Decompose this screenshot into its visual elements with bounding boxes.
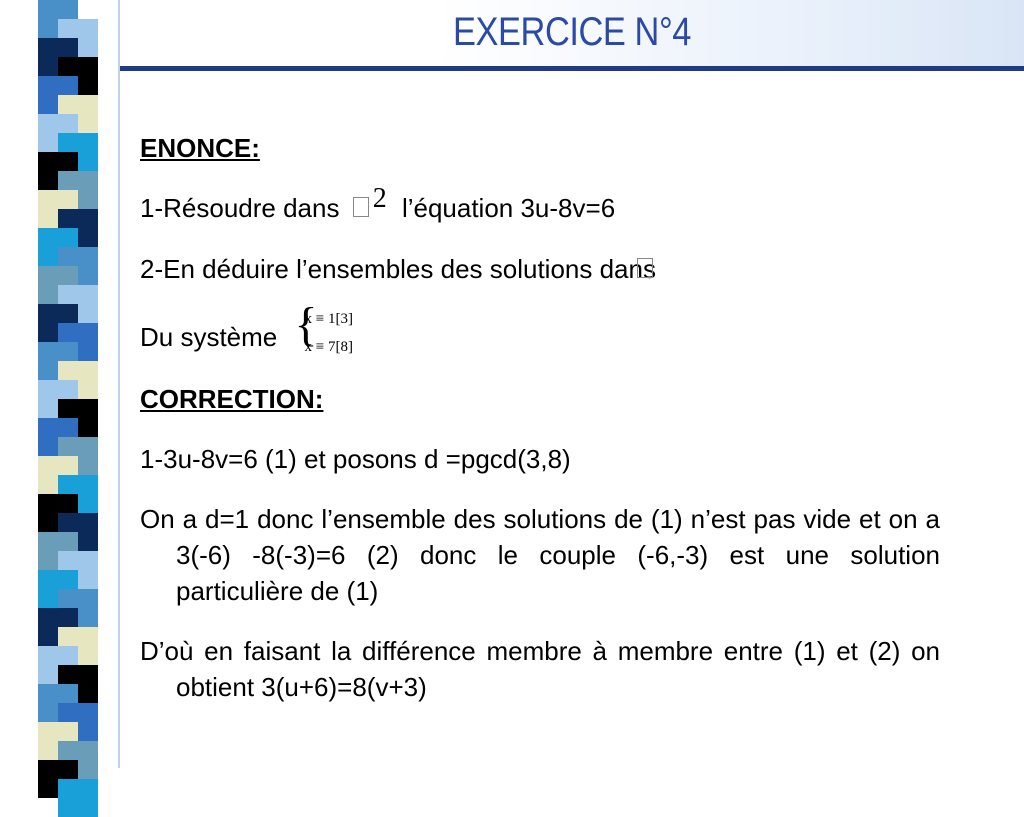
correction-heading: CORRECTION: (140, 384, 324, 414)
question-2-text: 2-En déduire l’ensembles des solutions dans (140, 254, 656, 284)
system-line (140, 298, 940, 367)
system-label: Du système (140, 321, 278, 352)
enonce-heading: ENONCE: (140, 133, 260, 163)
question-1 (140, 183, 940, 227)
brace-icon: { (294, 298, 318, 351)
decorative-stripe (0, 0, 120, 768)
correction-line-1: 1-3u-8v=6 (1) et posons d =pgcd(3,8) (140, 444, 571, 474)
system-row-2: x ≡ 7[8] (304, 339, 353, 355)
missing-glyph-icon (637, 258, 653, 278)
congruence-system (294, 298, 353, 361)
question-1-exponent: 2 (372, 183, 387, 214)
missing-glyph-icon (353, 197, 369, 217)
slide-title: EXERCICE N°4 (452, 10, 691, 54)
correction-line-2: On a d=1 donc l’ensemble des solutions de (1) n’est pas vide et on a 3(-6) -8(-3)=6 (2) donc le couple (-6,-3) est une solution particulière de (1) (140, 504, 940, 606)
correction-line-3: D’où en faisant la différence membre à membre entre (1) et (2) on obtient 3(u+6)=8(v+3) (140, 636, 940, 702)
question-1-equation: l’équation 3u-8v=6 (401, 193, 616, 223)
slide-body (140, 130, 940, 729)
title-underline (120, 66, 1024, 71)
question-2 (140, 251, 940, 287)
system-row-1: x ≡ 1[3] (304, 311, 353, 327)
stripe-edge (118, 0, 120, 768)
stripe-block (58, 779, 98, 817)
question-1-text: 1-Résoudre dans (140, 193, 340, 223)
slide-header (120, 0, 1024, 68)
